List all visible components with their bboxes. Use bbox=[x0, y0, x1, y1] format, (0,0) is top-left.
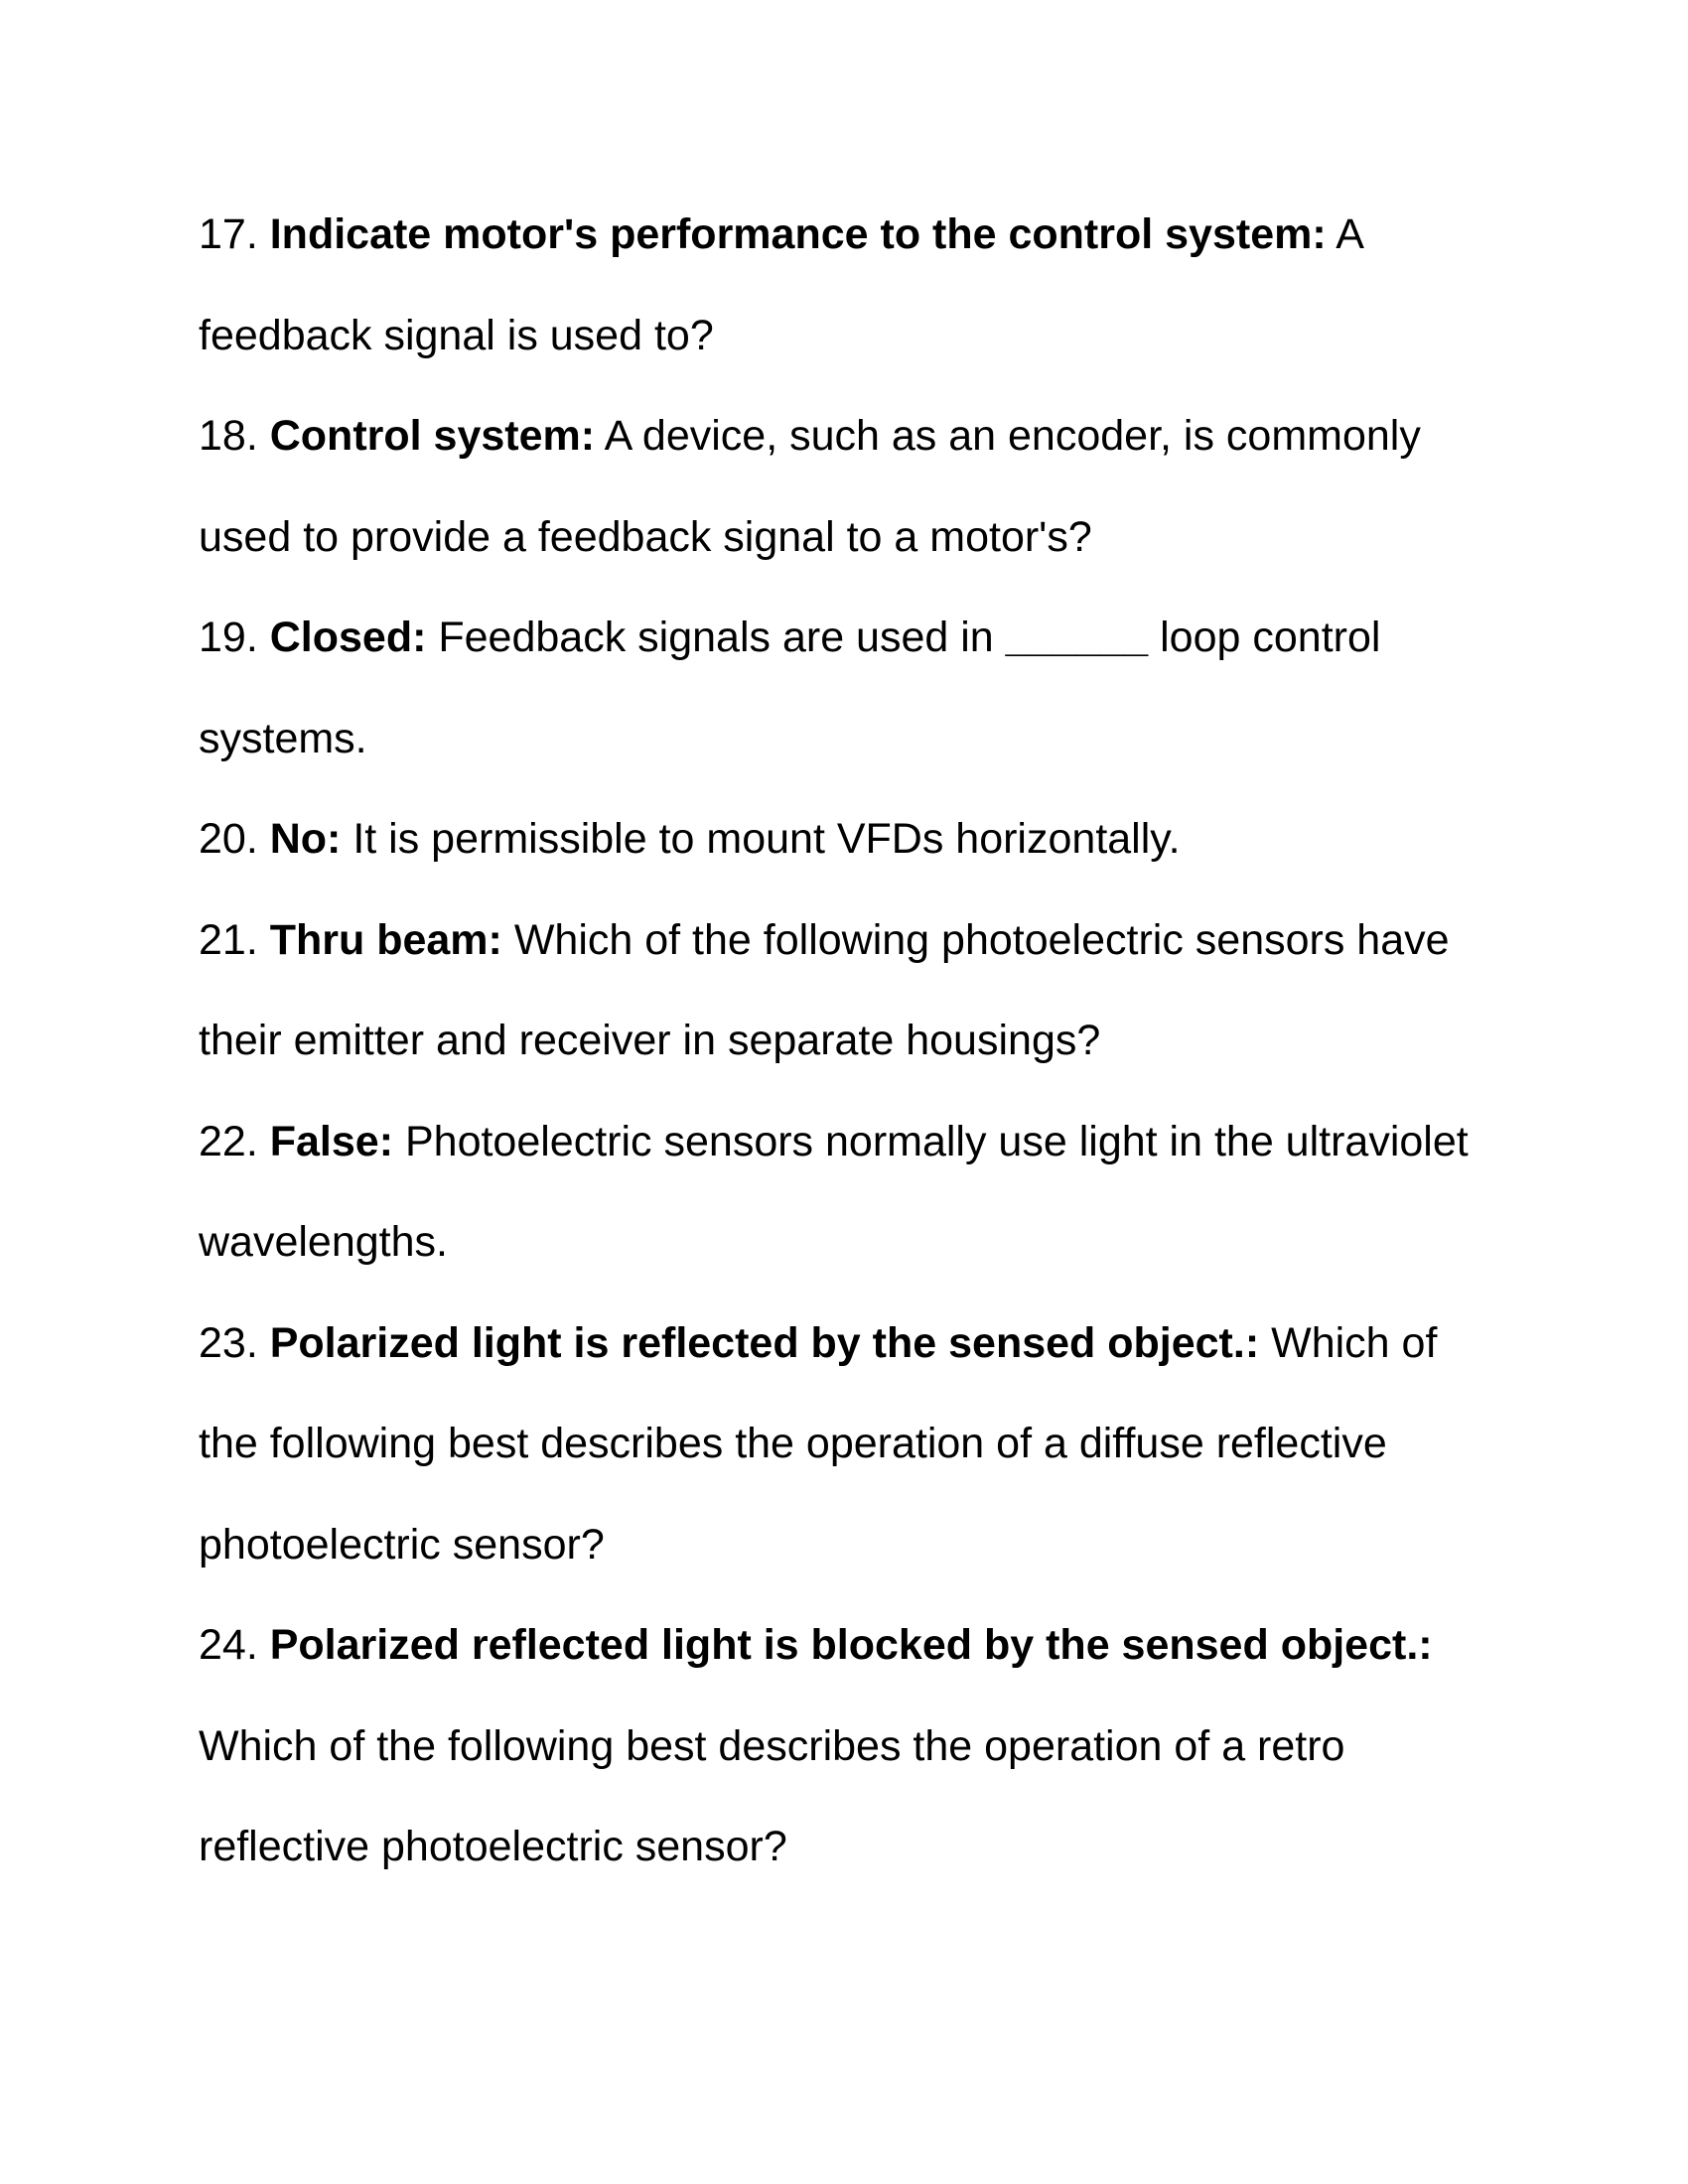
item-term: Polarized reflected light is blocked by the sensed object.: bbox=[269, 1621, 1433, 1669]
item-text: Photoelectric sensors normally use light in the ultraviolet wavelengths. bbox=[199, 1117, 1469, 1266]
item-number: 23. bbox=[199, 1318, 258, 1367]
item-term: Thru beam: bbox=[269, 915, 502, 964]
list-item bbox=[199, 1595, 1489, 1898]
item-term: False: bbox=[269, 1117, 394, 1165]
fill-in-blank: ______ bbox=[1005, 614, 1149, 661]
item-text: It is permissible to mount VFDs horizontally. bbox=[352, 815, 1181, 863]
item-term: Polarized light is reflected by the sensed object.: bbox=[269, 1318, 1260, 1367]
item-text: Which of the following photoelectric sensors have their emitter and receiver in separate housings? bbox=[199, 915, 1450, 1064]
item-number: 17. bbox=[199, 210, 258, 258]
list-item bbox=[199, 1294, 1489, 1596]
item-term: Indicate motor's performance to the control system: bbox=[269, 210, 1327, 258]
flashcard-list bbox=[199, 185, 1489, 1898]
item-number: 18. bbox=[199, 412, 258, 460]
list-item bbox=[199, 588, 1489, 789]
item-term: No: bbox=[269, 815, 342, 863]
item-term: Closed: bbox=[269, 614, 427, 661]
list-item bbox=[199, 185, 1489, 386]
item-text-before: Feedback signals are used in bbox=[438, 614, 994, 661]
item-number: 21. bbox=[199, 915, 258, 964]
item-number: 20. bbox=[199, 815, 258, 863]
item-text: A feedback signal is used to? bbox=[199, 210, 1362, 359]
item-text: A device, such as an encoder, is commonly used to provide a feedback signal to a motor's? bbox=[199, 412, 1421, 561]
item-term: Control system: bbox=[269, 412, 596, 460]
item-text: Which of the following best describes the operation of a diffuse reflective photoelectric sensor? bbox=[199, 1318, 1438, 1569]
item-text: Which of the following best describes the operation of a retro reflective photoelectric sensor? bbox=[199, 1721, 1345, 1870]
list-item bbox=[199, 1092, 1489, 1294]
item-text-after: loop control systems. bbox=[199, 614, 1381, 762]
list-item bbox=[199, 789, 1489, 890]
item-number: 19. bbox=[199, 614, 258, 661]
item-number: 22. bbox=[199, 1117, 258, 1165]
list-item bbox=[199, 890, 1489, 1092]
item-number: 24. bbox=[199, 1621, 258, 1669]
list-item bbox=[199, 386, 1489, 588]
